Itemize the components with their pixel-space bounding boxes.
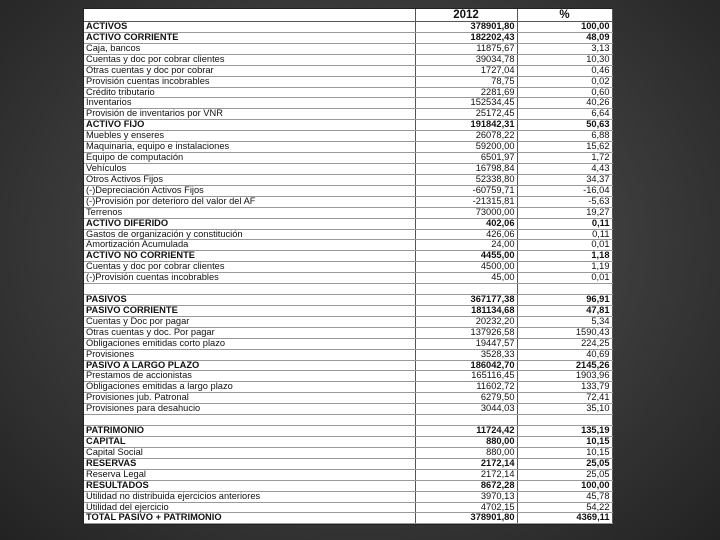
percent-cell: 0,01 [517,273,612,284]
table-row [84,426,612,437]
percent-cell [517,284,612,295]
account-label-cell: Reserva Legal [84,469,415,480]
table-row [84,393,612,404]
amount-cell: 152534,45 [415,98,517,109]
table-row [84,87,612,98]
amount-cell: 2281,69 [415,87,517,98]
percent-cell: 10,30 [517,54,612,65]
table-row [84,491,612,502]
header-label-cell [84,9,415,22]
amount-cell: 2172,14 [415,469,517,480]
percent-cell: 1,18 [517,251,612,262]
account-label-cell: Inventarios [84,98,415,109]
amount-cell: 378901,80 [415,22,517,33]
percent-cell: 10,15 [517,447,612,458]
amount-cell: 880,00 [415,447,517,458]
percent-cell: 0,11 [517,218,612,229]
percent-cell: 2145,26 [517,360,612,371]
header-year-cell: 2012 [415,9,517,22]
account-label-cell: RESERVAS [84,458,415,469]
percent-cell: 96,91 [517,295,612,306]
account-label-cell: Obligaciones emitidas corto plazo [84,338,415,349]
percent-cell: 40,26 [517,98,612,109]
percent-cell: 3,13 [517,43,612,54]
table-row [84,22,612,33]
table-row [84,273,612,284]
account-label-cell: RESULTADOS [84,480,415,491]
table-row [84,284,612,295]
account-label-cell: PASIVO A LARGO PLAZO [84,360,415,371]
percent-cell: 0,02 [517,76,612,87]
amount-cell: 137926,58 [415,327,517,338]
percent-cell: 133,79 [517,382,612,393]
amount-cell: 3970,13 [415,491,517,502]
percent-cell: 19,27 [517,207,612,218]
account-label-cell: Utilidad no distribuida ejercicios anteriores [84,491,415,502]
header-row [84,9,612,22]
account-label-cell: (-)Provisión por deterioro del valor del AF [84,196,415,207]
amount-cell: 165116,45 [415,371,517,382]
percent-cell: 100,00 [517,22,612,33]
amount-cell: 16798,84 [415,163,517,174]
amount-cell: 182202,43 [415,32,517,43]
percent-cell: 34,37 [517,174,612,185]
amount-cell: 426,06 [415,229,517,240]
table-row [84,207,612,218]
amount-cell: 3528,33 [415,349,517,360]
percent-cell: 1903,96 [517,371,612,382]
amount-cell: 4455,00 [415,251,517,262]
percent-cell: 135,19 [517,426,612,437]
account-label-cell: ACTIVO DIFERIDO [84,218,415,229]
percent-cell: 1590,43 [517,327,612,338]
percent-cell: 4369,11 [517,513,612,524]
table-row [84,43,612,54]
table-row [84,415,612,426]
table-row [84,153,612,164]
percent-cell: -16,04 [517,185,612,196]
percent-cell: 25,05 [517,458,612,469]
account-label-cell [84,284,415,295]
amount-cell: 1727,04 [415,65,517,76]
table-row [84,437,612,448]
table-row [84,404,612,415]
account-label-cell: Terrenos [84,207,415,218]
account-label-cell: TOTAL PASIVO + PATRIMONIO [84,513,415,524]
percent-cell: 224,25 [517,338,612,349]
table-row [84,185,612,196]
amount-cell: 11602,72 [415,382,517,393]
table-row [84,196,612,207]
table-row [84,349,612,360]
percent-cell: -5,63 [517,196,612,207]
amount-cell: 4702,15 [415,502,517,513]
account-label-cell: Caja, bancos [84,43,415,54]
account-label-cell: Otras cuentas y doc. Por pagar [84,327,415,338]
account-label-cell: Gastos de organización y constitución [84,229,415,240]
account-label-cell: PASIVO CORRIENTE [84,305,415,316]
amount-cell: 19447,57 [415,338,517,349]
percent-cell: 40,69 [517,349,612,360]
percent-cell: 15,62 [517,142,612,153]
table-row [84,338,612,349]
account-label-cell: Cuentas y doc por cobrar clientes [84,54,415,65]
table-row [84,371,612,382]
account-label-cell: Provisiones para desahucio [84,404,415,415]
account-label-cell: Vehículos [84,163,415,174]
account-label-cell: (-)Provisión cuentas incobrables [84,273,415,284]
account-label-cell: Provisiones [84,349,415,360]
percent-cell: 0,60 [517,87,612,98]
account-label-cell: Provisión de inventarios por VNR [84,109,415,120]
table-row [84,360,612,371]
table-row [84,480,612,491]
account-label-cell: Prestamos de accionistas [84,371,415,382]
table-row [84,305,612,316]
percent-cell: 45,78 [517,491,612,502]
account-label-cell: Provisión cuentas incobrables [84,76,415,87]
table-row [84,218,612,229]
table-row [84,316,612,327]
percent-cell: 54,22 [517,502,612,513]
account-label-cell [84,415,415,426]
percent-cell: 0,11 [517,229,612,240]
percent-cell: 4,43 [517,163,612,174]
amount-cell: 402,06 [415,218,517,229]
percent-cell: 25,05 [517,469,612,480]
table-row [84,109,612,120]
amount-cell: 6501,97 [415,153,517,164]
percent-cell: 1,19 [517,262,612,273]
table-row [84,65,612,76]
account-label-cell: ACTIVO CORRIENTE [84,32,415,43]
table-row [84,469,612,480]
amount-cell: 78,75 [415,76,517,87]
account-label-cell: ACTIVO FIJO [84,120,415,131]
amount-cell: 59200,00 [415,142,517,153]
account-label-cell: ACTIVOS [84,22,415,33]
account-label-cell: Otras cuentas y doc por cobrar [84,65,415,76]
percent-cell: 6,64 [517,109,612,120]
amount-cell: 73000,00 [415,207,517,218]
account-label-cell: Maquinaria, equipo e instalaciones [84,142,415,153]
percent-cell: 10,15 [517,437,612,448]
account-label-cell: Provisiones jub. Patronal [84,393,415,404]
account-label-cell: Amortización Acumulada [84,240,415,251]
account-label-cell: Cuentas y doc por cobrar clientes [84,262,415,273]
amount-cell: -60759,71 [415,185,517,196]
table-row [84,142,612,153]
amount-cell: 378901,80 [415,513,517,524]
account-label-cell: Equipo de computación [84,153,415,164]
table-row [84,163,612,174]
amount-cell: 11724,42 [415,426,517,437]
table-row [84,229,612,240]
account-label-cell: PATRIMONIO [84,426,415,437]
amount-cell: 39034,78 [415,54,517,65]
amount-cell: 11875,67 [415,43,517,54]
table-row [84,447,612,458]
percent-cell: 1,72 [517,153,612,164]
account-label-cell: Cuentas y Doc por pagar [84,316,415,327]
table-row [84,458,612,469]
account-label-cell: Capital Social [84,447,415,458]
table-row [84,240,612,251]
percent-cell: 0,01 [517,240,612,251]
percent-cell: 50,63 [517,120,612,131]
amount-cell: 4500,00 [415,262,517,273]
amount-cell [415,284,517,295]
amount-cell: 2172,14 [415,458,517,469]
amount-cell: 880,00 [415,437,517,448]
account-label-cell: Obligaciones emitidas a largo plazo [84,382,415,393]
table-row [84,251,612,262]
amount-cell: 20232,20 [415,316,517,327]
table-row [84,513,612,524]
amount-cell: 3044,03 [415,404,517,415]
amount-cell: 8672,28 [415,480,517,491]
balance-sheet-table [83,8,613,525]
table-row [84,120,612,131]
table-row [84,174,612,185]
table-row [84,382,612,393]
amount-cell: 45,00 [415,273,517,284]
table-row [84,76,612,87]
table-row [84,502,612,513]
percent-cell: 72,41 [517,393,612,404]
table-row [84,327,612,338]
table-row [84,98,612,109]
table-row [84,54,612,65]
account-label-cell: Muebles y enseres [84,131,415,142]
amount-cell: 186042,70 [415,360,517,371]
account-label-cell: CAPITAL [84,437,415,448]
amount-cell: -21315,81 [415,196,517,207]
table-row [84,262,612,273]
table-row [84,32,612,43]
percent-cell: 48,09 [517,32,612,43]
amount-cell: 6279,50 [415,393,517,404]
account-label-cell: Crédito tributario [84,87,415,98]
amount-cell: 52338,80 [415,174,517,185]
header-percent-cell: % [517,9,612,22]
percent-cell: 5,34 [517,316,612,327]
amount-cell: 26078,22 [415,131,517,142]
amount-cell [415,415,517,426]
amount-cell: 24,00 [415,240,517,251]
percent-cell: 100,00 [517,480,612,491]
account-label-cell: PASIVOS [84,295,415,306]
percent-cell: 0,46 [517,65,612,76]
amount-cell: 367177,38 [415,295,517,306]
amount-cell: 191842,31 [415,120,517,131]
percent-cell: 35,10 [517,404,612,415]
amount-cell: 25172,45 [415,109,517,120]
account-label-cell: Otros Activos Fijos [84,174,415,185]
account-label-cell: ACTIVO NO CORRIENTE [84,251,415,262]
percent-cell: 47,81 [517,305,612,316]
percent-cell [517,415,612,426]
table-row [84,295,612,306]
account-label-cell: (-)Depreciación Activos Fijos [84,185,415,196]
account-label-cell: Utilidad del ejercicio [84,502,415,513]
amount-cell: 181134,68 [415,305,517,316]
percent-cell: 6,88 [517,131,612,142]
table-row [84,131,612,142]
